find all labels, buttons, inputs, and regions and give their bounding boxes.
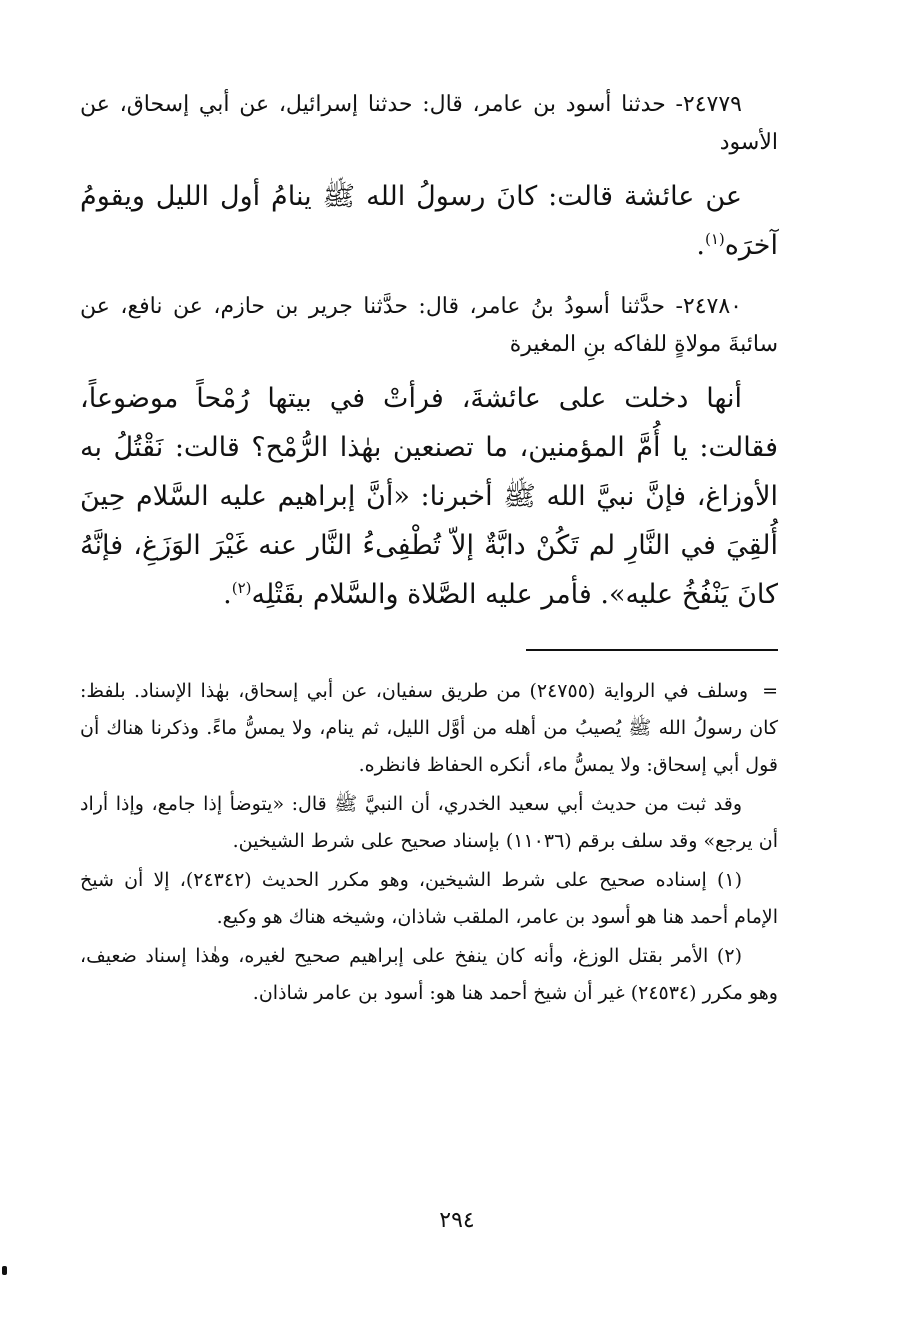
spacer [80, 270, 778, 288]
footnote-continuation [80, 673, 778, 784]
page-body [80, 86, 778, 1014]
spacer [80, 364, 778, 374]
footnote-additional: وقد ثبت من حديث أبي سعيد الخدري، أن النبيَّ ﷺ قال: «يتوضأ إذا جامع، وإذا أراد أن يرجع» وقد سلف برقم (١١٠٣٦) بإسناد صحيح على شرط الشيخين. [80, 793, 778, 852]
spacer [80, 162, 778, 172]
footnote-separator [526, 649, 778, 651]
footnote-ref-1: (١) [704, 230, 725, 248]
hadith-24780-matn [80, 374, 778, 619]
footnote-1: (١) إسناده صحيح على شرط الشيخين، وهو مكرر الحديث (٢٤٣٤٢)، إلا أن شيخ الإمام أحمد هنا هو أسود بن عامر، الملقب شاذان، وشيخه هناك هو وكيع. [80, 869, 778, 928]
hadith-24780-matn-text: أنها دخلت على عائشةَ، فرأتْ في بيتها رُمْحاً موضوعاً، فقالت: يا أُمَّ المؤمنين، ما تصنعين بهٰذا الرُّمْح؟ قالت: نَقْتُلُ به الأوزاغ، فإنَّ نبيَّ الله ﷺ أخبرنا: «أنَّ إبراهيم عليه السَّلام حِينَ أُلقِيَ في النَّارِ لم تَكُنْ دابَّةٌ إلاّ تُطْفِىءُ النَّار عنه غَيْرَ الوَزَغِ، فإنَّهُ كانَ يَنْفُخُ عليه». فأمر عليه الصَّلاة والسَّلام بقَتْلِه [80, 383, 778, 610]
page-number: ٢٩٤ [439, 1208, 475, 1233]
hadith-24779-matn-text: عن عائشة قالت: كانَ رسولُ الله ﷺ ينامُ أول الليل ويقومُ آخرَه [80, 181, 778, 261]
footnote-ref-2: (٢) [231, 579, 252, 597]
hadith-24779-isnad: ٢٤٧٧٩- حدثنا أسود بن عامر، قال: حدثنا إسرائيل، عن أبي إسحاق، عن الأسود [80, 92, 778, 155]
hadith-24779-end: . [696, 230, 705, 261]
hadith-24780-end: . [223, 579, 232, 610]
hadith-24780-isnad: ٢٤٧٨٠- حدَّثنا أسودُ بنُ عامر، قال: حدَّثنا جرير بن حازم، عن نافع، عن سائبةَ مولاةٍ للفاكه بنِ المغيرة [80, 294, 778, 357]
scan-mark [2, 1266, 7, 1275]
footnote-2: (٢) الأمر بقتل الوزغ، وأنه كان ينفخ على إبراهيم صحيح لغيره، وهٰذا إسناد ضعيف، وهو مكرر (٢٤٥٣٤) غير أن شيخ أحمد هنا هو: أسود بن عامر شاذان. [80, 945, 778, 1004]
hadith-24779-matn [80, 172, 778, 270]
continuation-mark: = [762, 680, 778, 702]
footnote-continuation-text: وسلف في الرواية (٢٤٧٥٥) من طريق سفيان، عن أبي إسحاق، بهٰذا الإسناد. بلفظ: كان رسولُ الله ﷺ يُصيبُ من أهله من أوَّل الليل، ثم ينام، ولا يمسُّ ماءً. وذكرنا هناك أن قول أبي إسحاق: ولا يمسُّ ماء، أنكره الحفاظ فانظره. [80, 680, 778, 776]
